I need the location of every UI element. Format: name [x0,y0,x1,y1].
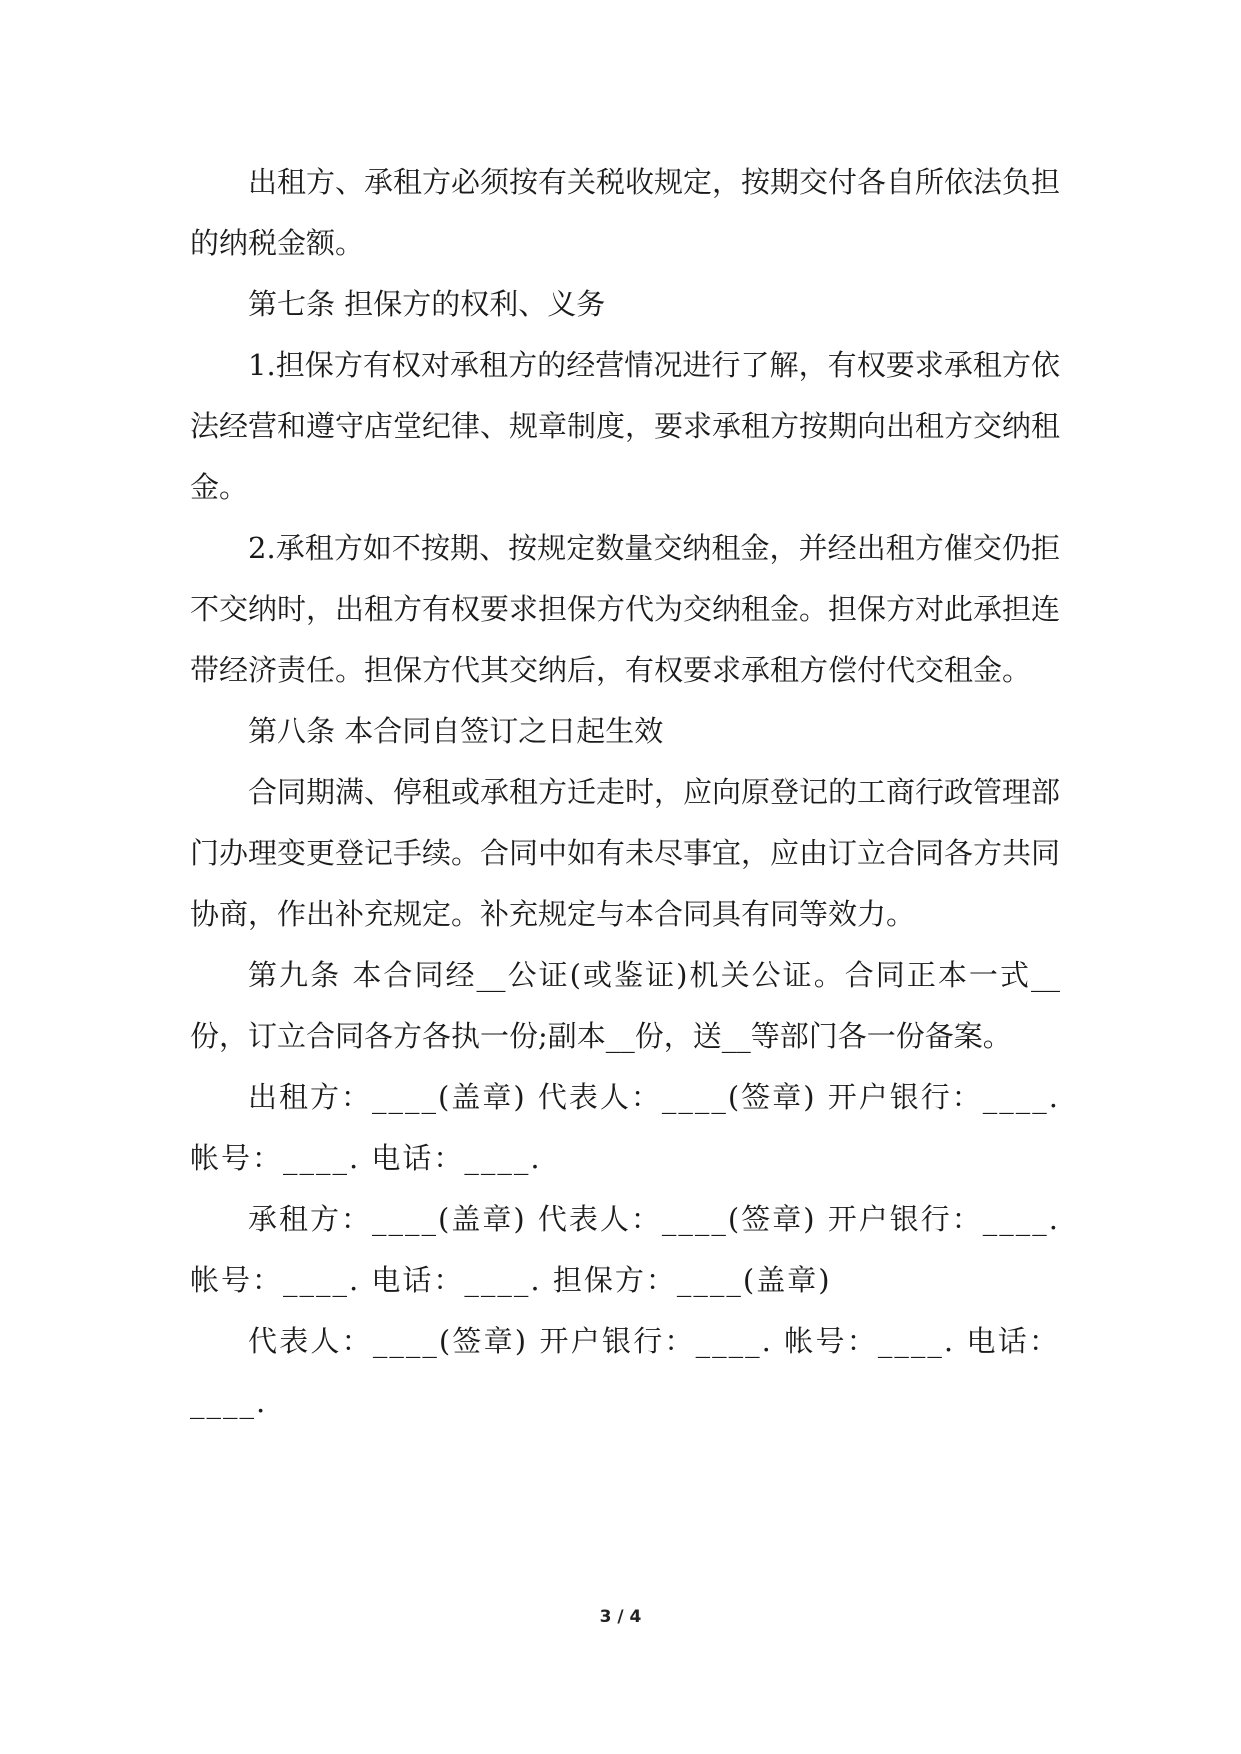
signature-guarantor: 代表人：____(签章) 开户银行：____. 帐号：____. 电话：____. [190,1324,1060,1419]
paragraph-tax: 出租方、承租方必须按有关税收规定，按期交付各自所依法负担的纳税金额。 [190,165,1061,260]
signature-lessee: 承租方：____(盖章) 代表人：____(签章) 开户银行：____. 帐号：____. 电话：____. 担保方：____(盖章) [190,1202,1060,1297]
page-number: 3 / 4 [599,1607,642,1627]
paragraph-guarantor-right-1: 1.担保方有权对承租方的经营情况进行了解，有权要求承租方依法经营和遵守店堂纪律、规章制度，要求承租方按期向出租方交纳租金。 [190,348,1061,504]
paragraph-contract-expiry: 合同期满、停租或承租方迁走时，应向原登记的工商行政管理部门办理变更登记手续。合同中如有未尽事宜，应由订立合同各方共同协商，作出补充规定。补充规定与本合同具有同等效力。 [190,775,1061,931]
heading-article-8: 第八条 本合同自签订之日起生效 [248,714,664,748]
paragraph-guarantor-right-2: 2.承租方如不按期、按规定数量交纳租金，并经出租方催交仍拒不交纳时，出租方有权要求担保方代为交纳租金。担保方对此承担连带经济责任。担保方代其交纳后，有权要求承租方偿付代交租金。 [190,531,1061,687]
signature-lessor: 出租方：____(盖章) 代表人：____(签章) 开户银行：____. 帐号：____. 电话：____. [190,1080,1060,1175]
heading-article-7: 第七条 担保方的权利、义务 [248,287,606,321]
paragraph-article-9: 第九条 本合同经__公证(或鉴证)机关公证。合同正本一式__份，订立合同各方各执一份;副本__份，送__等部门各一份备案。 [190,958,1060,1053]
document-page [190,152,1060,1433]
